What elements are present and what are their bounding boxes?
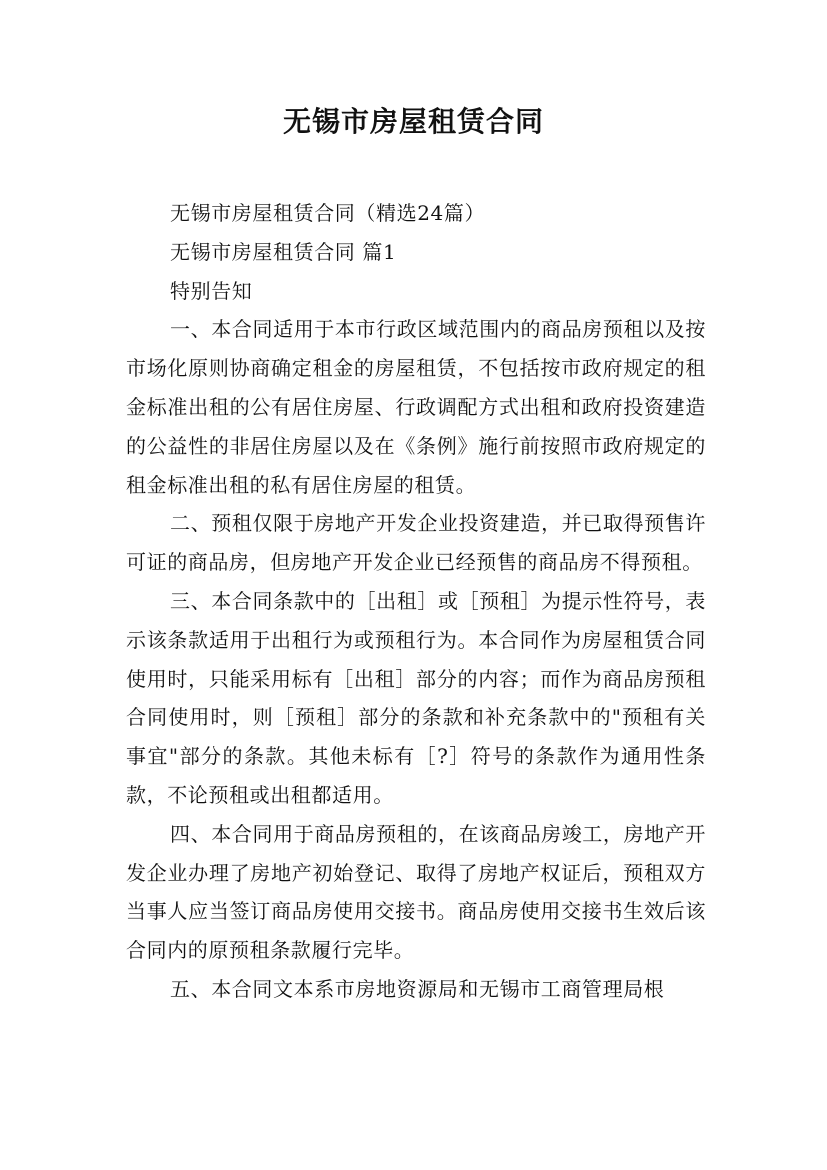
clause-paragraph-4: 四、本合同用于商品房预租的，在该商品房竣工，房地产开发企业办理了房地产初始登记、取得了房地产权证后，预租双方当事人应当签订商品房使用交接书。商品房使用交接书生效后该合同内的原预租条款履行完毕。 xyxy=(126,821,706,963)
document-body xyxy=(126,194,706,1009)
clause-paragraph-5: 五、本合同文本系市房地资源局和无锡市工商管理局根 xyxy=(170,976,665,1001)
clause-paragraph-3: 三、本合同条款中的［出租］或［预租］为提示性符号，表示该条款适用于出租行为或预租行为。本合同作为房屋租赁合同使用时，只能采用标有［出租］部分的内容；而作为商品房预租合同使用时，则［预租］部分的条款和补充条款中的"预租有关事宜"部分的条款。其他未标有［?］符号的条款作为通用性条款，不论预租或出租都适用。 xyxy=(126,588,706,807)
document-title: 无锡市房屋租赁合同 xyxy=(282,105,544,138)
notice-heading: 特别告知 xyxy=(170,278,253,303)
collection-heading: 无锡市房屋租赁合同（精选24篇） xyxy=(170,201,486,225)
clause-paragraph-1: 一、本合同适用于本市行政区域范围内的商品房预租以及按市场化原则协商确定租金的房屋租赁，不包括按市政府规定的租金标准出租的公有居住房屋、行政调配方式出租和政府投资建造的公益性的非居住房屋以及在《条例》施行前按照市政府规定的租金标准出租的私有居住房屋的租赁。 xyxy=(126,317,706,497)
clause-paragraph-2: 二、预租仅限于房地产开发企业投资建造，并已取得预售许可证的商品房，但房地产开发企业已经预售的商品房不得预租。 xyxy=(126,511,706,575)
article-heading: 无锡市房屋租赁合同 篇1 xyxy=(170,239,397,264)
